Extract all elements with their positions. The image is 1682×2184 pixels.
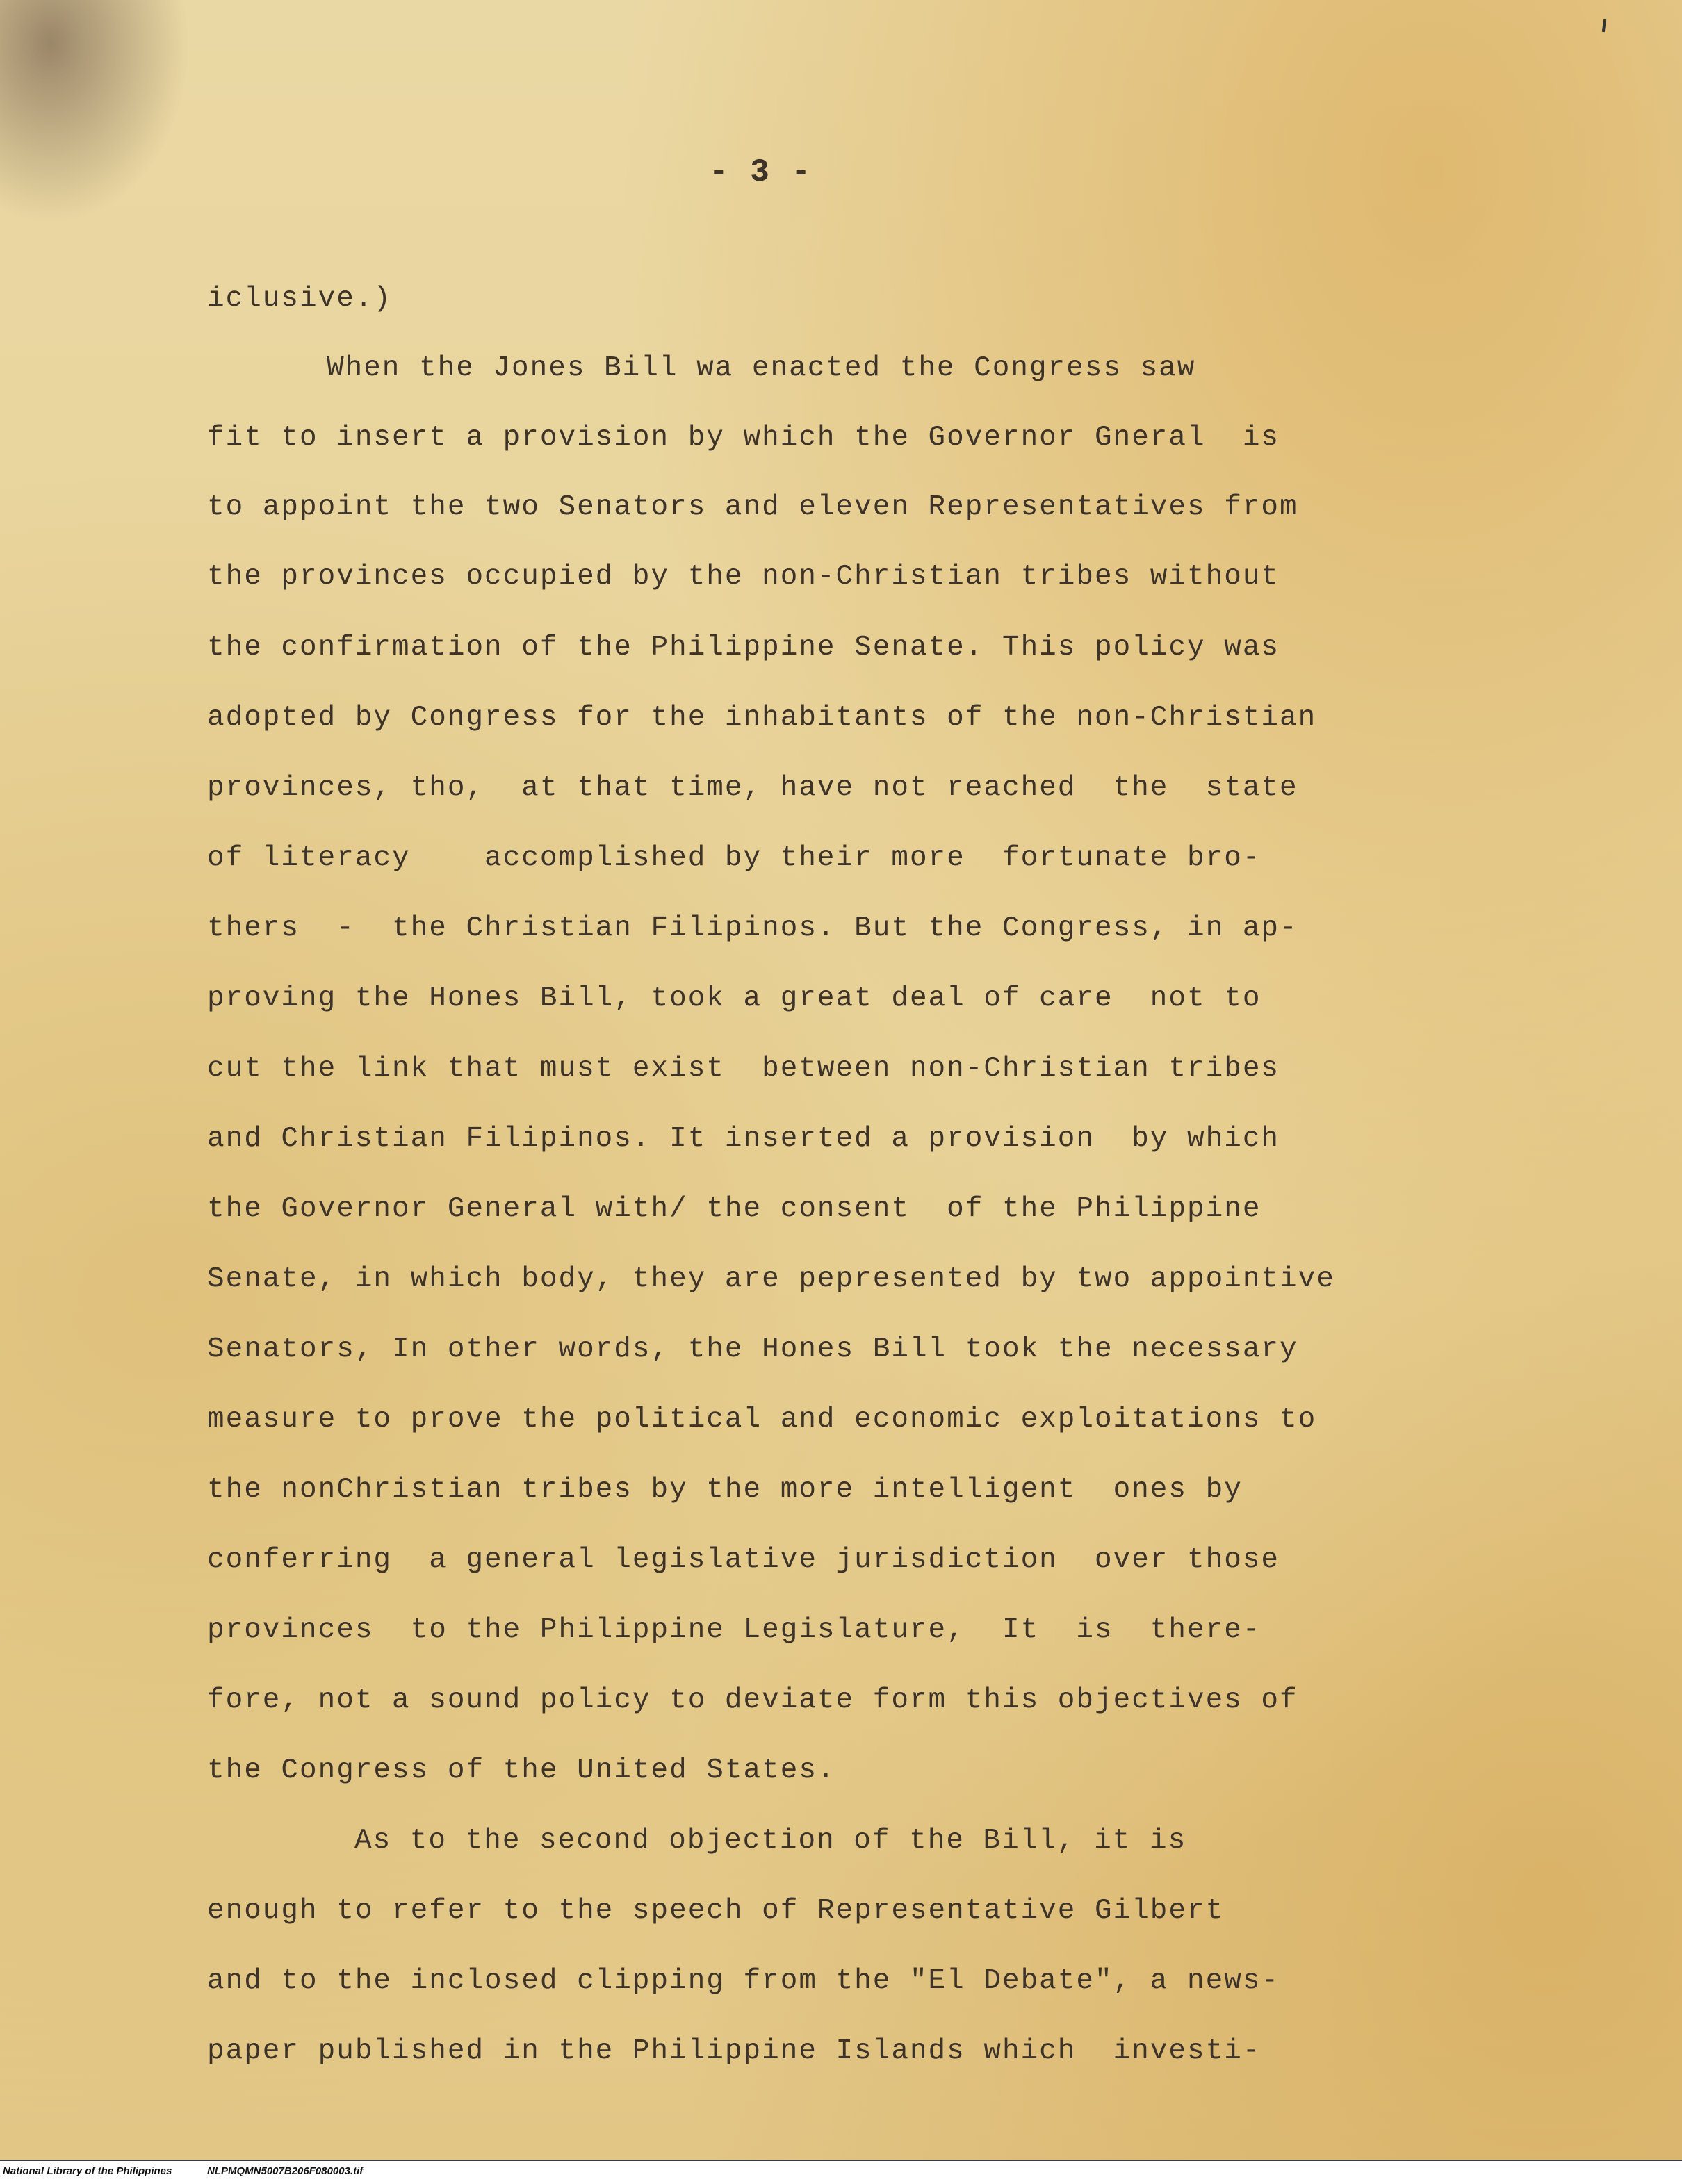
scan-footer xyxy=(0,2160,1682,2184)
text-line: Senators, In other words, the Hones Bill took the necessary xyxy=(207,1333,1298,1365)
text-line: proving the Hones Bill, took a great deal of care not to xyxy=(207,983,1262,1015)
text-line: When the Jones Bill wa enacted the Congress saw xyxy=(327,352,1196,384)
text-line: of literacy accomplished by their more fortunate bro- xyxy=(207,842,1262,874)
text-line: fit to insert a provision by which the Governor Gneral is xyxy=(207,422,1280,454)
text-line: conferring a general legislative jurisdiction over those xyxy=(207,1544,1280,1576)
text-line: to appoint the two Senators and eleven Representatives from xyxy=(207,491,1298,523)
library-credit: National Library of the Philippines xyxy=(3,2165,172,2177)
text-line: the Governor General with/ the consent of the Philippine xyxy=(207,1193,1262,1225)
text-line: thers - the Christian Filipinos. But the Congress, in ap- xyxy=(207,912,1298,944)
text-line: measure to prove the political and economic exploitations to xyxy=(207,1404,1317,1436)
text-line: Senate, in which body, they are pepresented by two appointive xyxy=(207,1263,1335,1295)
text-line: cut the link that must exist between non-Christian tribes xyxy=(207,1053,1280,1085)
text-line: the provinces occupied by the non-Christian tribes without xyxy=(207,561,1280,593)
text-line: provinces to the Philippine Legislature, It is there- xyxy=(207,1614,1262,1646)
text-line: the nonChristian tribes by the more intelligent ones by xyxy=(207,1474,1243,1506)
text-line: enough to refer to the speech of Representative Gilbert xyxy=(207,1895,1225,1927)
text-line: and Christian Filipinos. It inserted a provision by which xyxy=(207,1123,1280,1155)
text-line: provinces, tho, at that time, have not reached the state xyxy=(207,772,1298,804)
text-line: As to the second objection of the Bill, it is xyxy=(354,1825,1187,1857)
text-line: fore, not a sound policy to deviate form this objectives of xyxy=(207,1684,1298,1716)
text-line: the confirmation of the Philippine Senate. This policy was xyxy=(207,632,1280,664)
text-line: and to the inclosed clipping from the "El Debate", a news- xyxy=(207,1965,1280,1997)
scan-filename: NLPMQMN5007B206F080003.tif xyxy=(207,2165,364,2177)
text-line: the Congress of the United States. xyxy=(207,1755,836,1787)
text-line: paper published in the Philippine Islands which investi- xyxy=(207,2035,1262,2067)
text-line: adopted by Congress for the inhabitants of the non-Christian xyxy=(207,702,1317,734)
text-line: iclusive.) xyxy=(207,283,393,315)
margin-mark xyxy=(1602,19,1606,32)
page-number: - 3 - xyxy=(709,154,813,190)
